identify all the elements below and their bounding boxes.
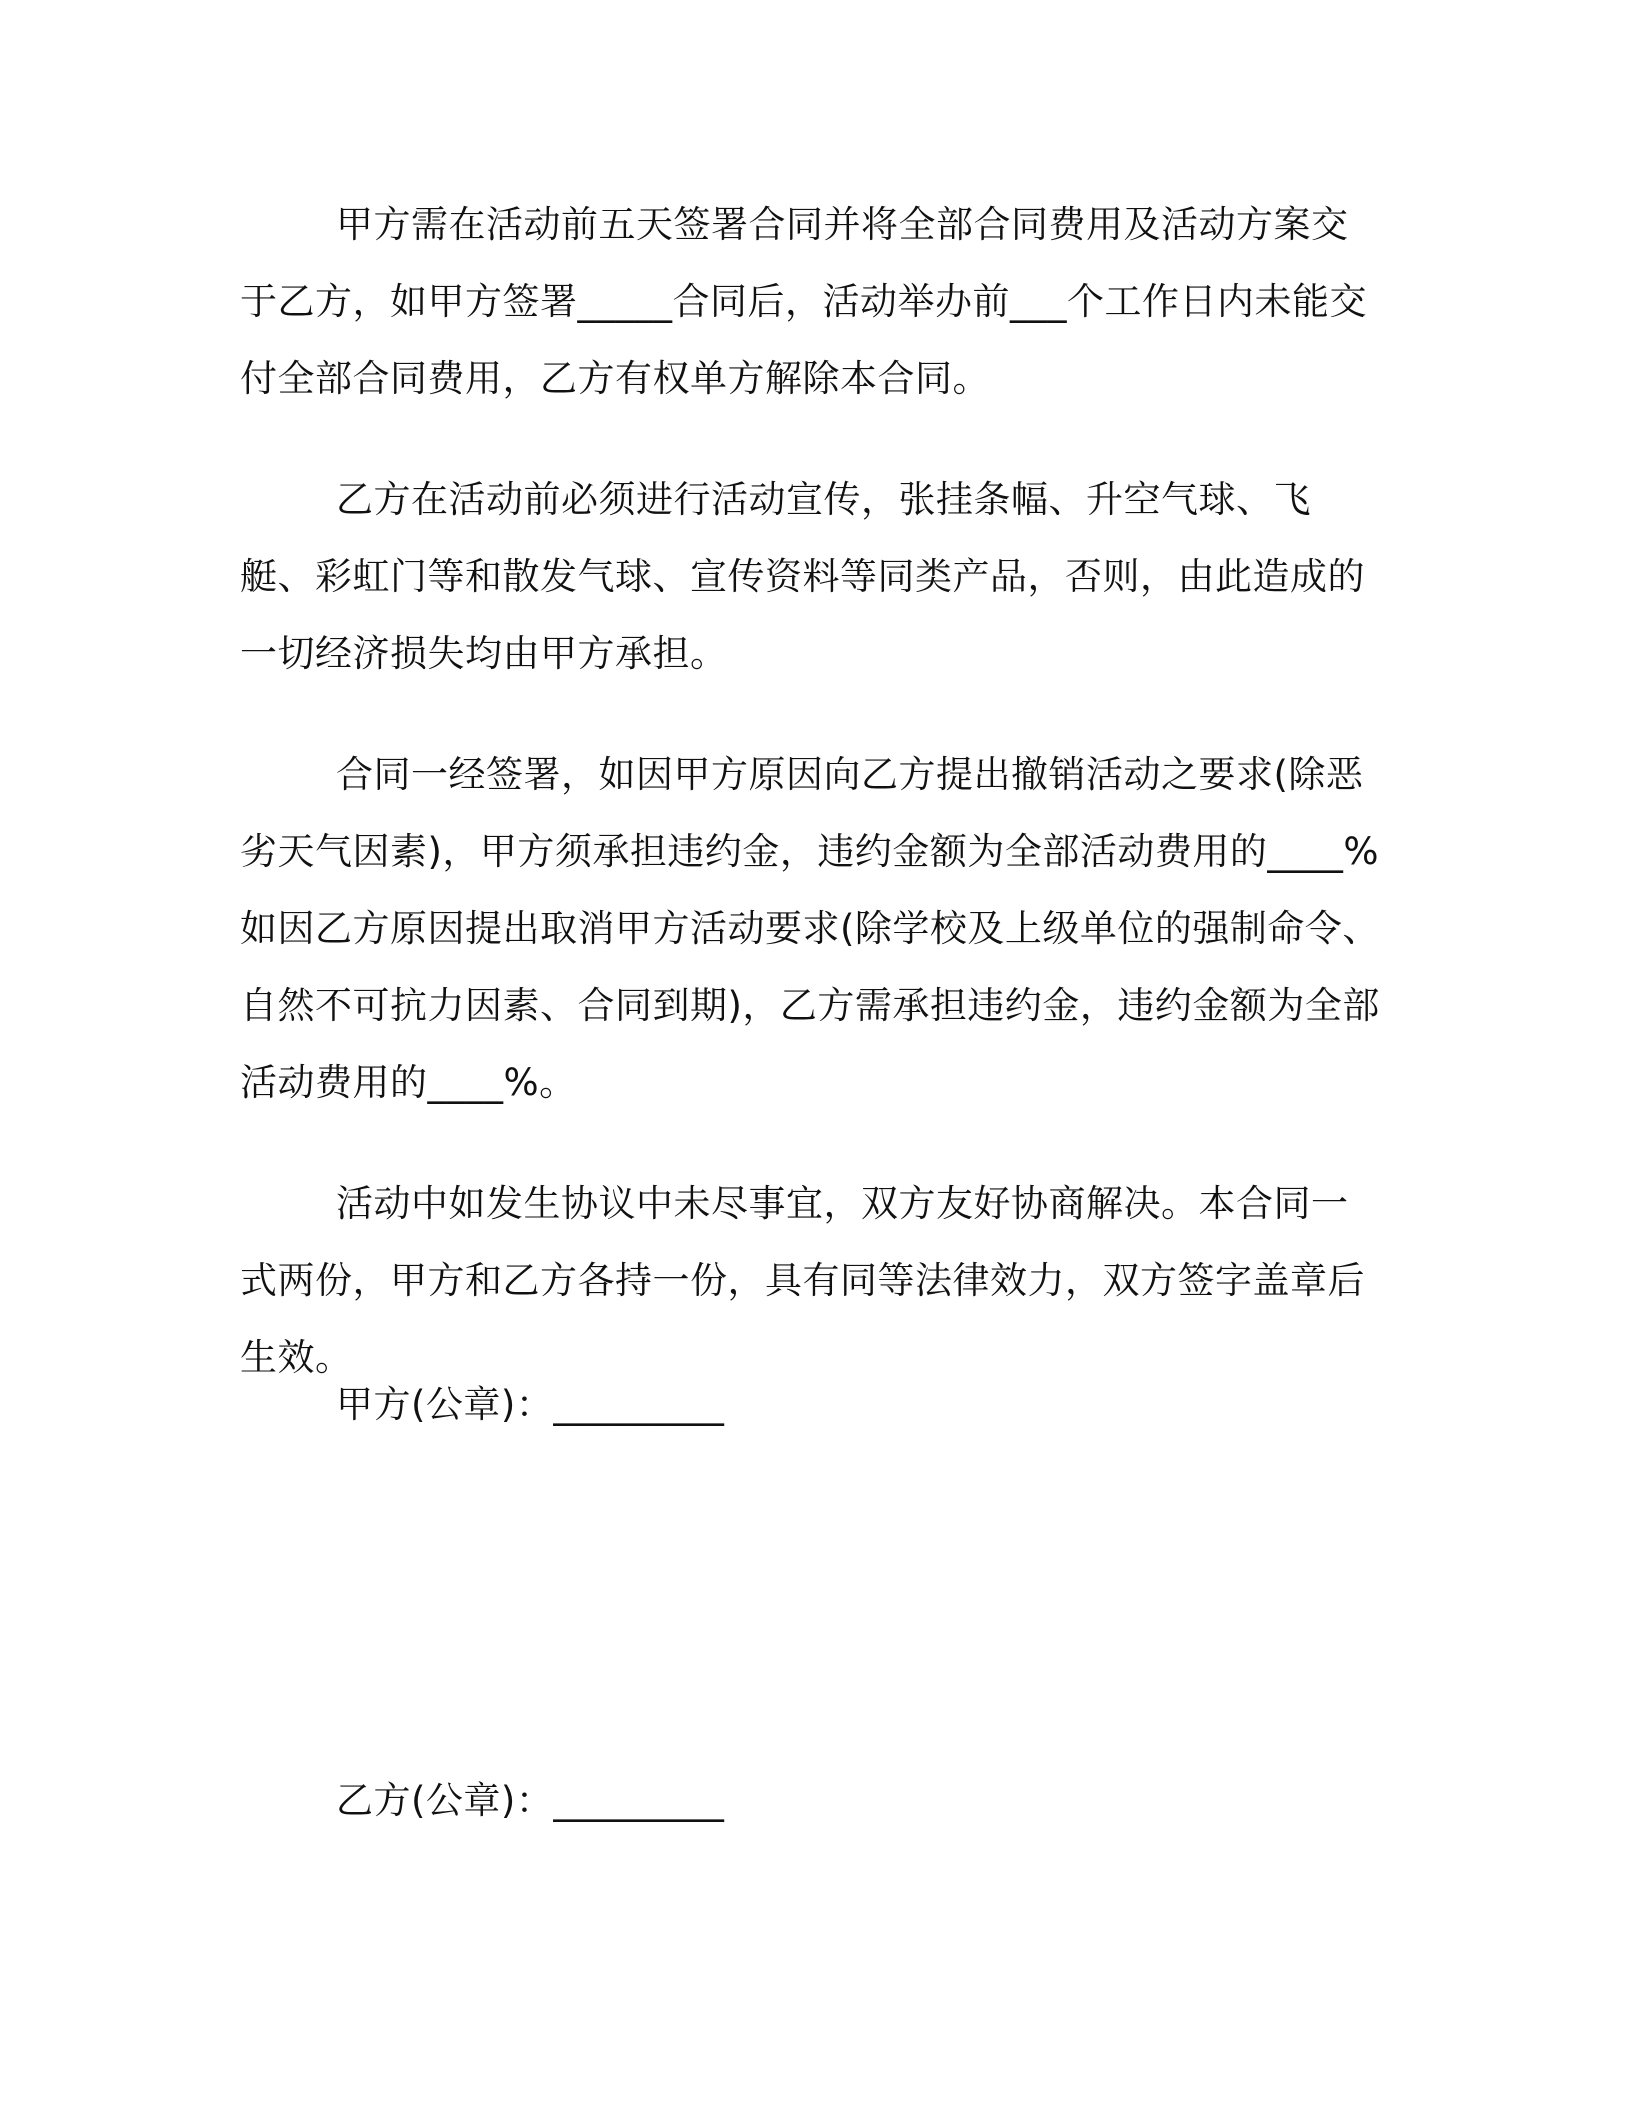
party-b-signature-line: 乙方(公章)：_________ bbox=[336, 1779, 725, 1822]
contract-body bbox=[240, 186, 1380, 1440]
party-a-signature-line: 甲方(公章)：_________ bbox=[336, 1383, 725, 1426]
paragraph-payment-terms: 甲方需在活动前五天签署合同并将全部合同费用及活动方案交于乙方，如甲方签署_____合同后，活动举办前___个工作日内未能交付全部合同费用，乙方有权单方解除本合同。 bbox=[240, 203, 1367, 400]
paragraph-general-terms: 活动中如发生协议中未尽事宜，双方友好协商解决。本合同一式两份，甲方和乙方各持一份，具有同等法律效力，双方签字盖章后生效。 bbox=[240, 1182, 1365, 1379]
paragraph-penalty-terms: 合同一经签署，如因甲方原因向乙方提出撤销活动之要求(除恶劣天气因素)，甲方须承担违约金，违约金额为全部活动费用的____%如因乙方原因提出取消甲方活动要求(除学校及上级单位的强制命令、自然不可抗力因素、合同到期)，乙方需承担违约金，违约金额为全部活动费用的____%。 bbox=[240, 753, 1380, 1104]
paragraph-promotion-terms: 乙方在活动前必须进行活动宣传，张挂条幅、升空气球、飞艇、彩虹门等和散发气球、宣传资料等同类产品，否则，由此造成的一切经济损失均由甲方承担。 bbox=[240, 478, 1365, 675]
